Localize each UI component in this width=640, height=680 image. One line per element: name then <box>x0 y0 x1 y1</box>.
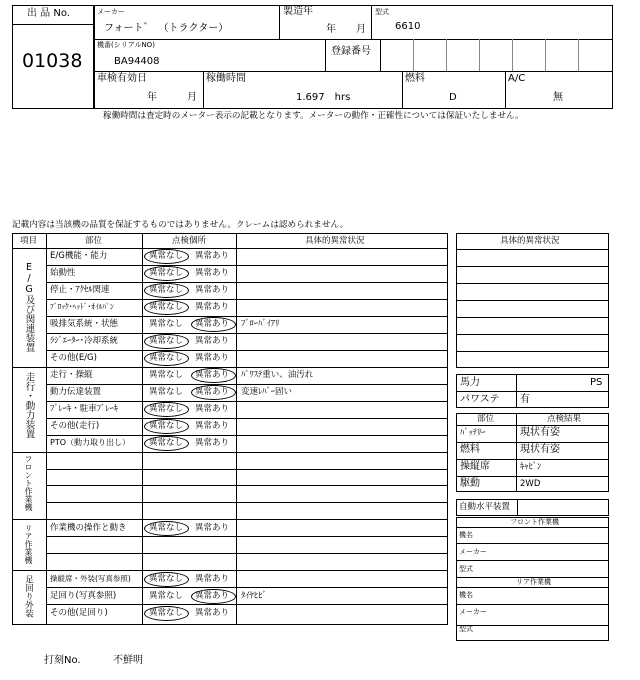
check-normal: 異常なし <box>149 404 184 414</box>
check-normal: 異常なし <box>149 336 184 346</box>
front-implement-header: フロント作業機 <box>510 518 559 526</box>
row-part: 操縦席・外装(写真参照) <box>50 574 131 583</box>
ac-label: A/C <box>508 73 526 84</box>
check-abnormal: 異常あり <box>195 574 230 584</box>
group-label-exterior: 足回り外装 <box>23 575 34 618</box>
maker-label: メーカー <box>97 8 125 16</box>
row-part: 始動性 <box>50 268 76 278</box>
row-part: その他(走行) <box>50 421 100 431</box>
lot-number: 01038 <box>22 50 83 72</box>
year-value: 年 月 <box>326 24 366 35</box>
row-part: 吸排気系統・状態 <box>50 319 119 329</box>
row-detail: ﾌﾞﾛｰﾊﾞｲｱﾘ <box>241 319 280 329</box>
row-part: 足回り(写真参照) <box>50 591 117 601</box>
selected-normal-oval <box>144 402 189 417</box>
selected-normal-oval <box>144 606 189 621</box>
check-normal: 異常なし <box>149 523 184 533</box>
front-model-label: 型式 <box>459 565 473 573</box>
selected-normal-oval <box>144 249 189 264</box>
check-abnormal: 異常あり <box>195 387 230 397</box>
check-abnormal: 異常あり <box>195 404 230 414</box>
check-abnormal: 異常あり <box>195 319 230 329</box>
row-detail: ﾀｲﾔﾋﾋﾞ <box>241 591 267 601</box>
selected-normal-oval <box>144 283 189 298</box>
check-normal: 異常なし <box>149 302 184 312</box>
check-normal: 異常なし <box>149 574 184 584</box>
result-part: 操縦席 <box>460 461 490 472</box>
check-normal: 異常なし <box>149 421 184 431</box>
horsepower-label: 馬力 <box>460 377 480 388</box>
rear-implement-header: リア作業機 <box>516 578 551 586</box>
ac-value: 無 <box>553 92 563 103</box>
result-part: 駆動 <box>460 478 480 489</box>
inspection-value: 年 月 <box>147 92 197 103</box>
maker-value: フォート゛ （トラクター） <box>104 23 229 34</box>
result-part: 燃料 <box>460 444 480 455</box>
registration-label: 登録番号 <box>331 46 371 57</box>
inspection-label: 車検有効日 <box>97 73 147 84</box>
row-part: PTO（動力取り出し） <box>50 438 131 447</box>
group-label-engine: E/G及び関連装置 <box>23 262 35 352</box>
hours-value: 1.697 hrs <box>296 92 351 103</box>
row-part: その他(E/G) <box>50 353 97 363</box>
row-part: その他(足回り) <box>50 608 108 618</box>
selected-abnormal-oval <box>191 317 236 332</box>
lot-label: 出 品 No. <box>27 8 70 19</box>
front-maker-label: メーカー <box>459 548 487 556</box>
row-detail: 変速ﾚﾊﾞｰ固い <box>241 387 293 397</box>
hours-label: 稼働時間 <box>206 73 246 84</box>
row-part: 作業機の操作と動き <box>50 523 127 533</box>
disclaimer: 記載内容は当該機の品質を保証するものではありません。クレームは認められません。 <box>12 220 349 230</box>
row-part: ﾌﾞﾛｯｸ･ﾍｯﾄﾞ･ｵｲﾙﾊﾟﾝ <box>50 302 114 311</box>
check-abnormal: 異常あり <box>195 251 230 261</box>
result-value: 現状有姿 <box>520 427 560 438</box>
selected-normal-oval <box>144 266 189 281</box>
check-normal: 異常なし <box>149 608 184 618</box>
check-abnormal: 異常あり <box>195 302 230 312</box>
selected-normal-oval <box>144 351 189 366</box>
result-part: ﾊﾞｯﾃﾘｰ <box>460 428 486 438</box>
selected-normal-oval <box>144 334 189 349</box>
check-abnormal: 異常あり <box>195 523 230 533</box>
check-abnormal: 異常あり <box>195 591 230 601</box>
check-normal: 異常なし <box>149 353 184 363</box>
fuel-label: 燃料 <box>405 73 425 84</box>
model-label: 型式 <box>375 8 389 16</box>
result-part-header: 部位 <box>477 414 495 424</box>
stamp-label: 打刻No. <box>44 655 81 666</box>
selected-abnormal-oval <box>191 368 236 383</box>
group-label-front: フロント作業機 <box>24 455 33 511</box>
check-normal: 異常なし <box>149 285 184 295</box>
rear-maker-label: メーカー <box>459 608 487 616</box>
check-normal: 異常なし <box>149 251 184 261</box>
power-steering-label: パワステ <box>460 394 500 405</box>
check-normal: 異常なし <box>149 370 184 380</box>
model-value: 6610 <box>395 21 421 32</box>
row-part: 停止・ｱｸｾﾙ関連 <box>50 285 110 295</box>
check-normal: 異常なし <box>149 387 184 397</box>
check-abnormal: 異常あり <box>195 268 230 278</box>
auto-level-label: 自動水平装置 <box>459 502 511 512</box>
auto-level-value-box <box>517 499 609 516</box>
col-item-header: 項目 <box>20 236 38 246</box>
check-abnormal: 異常あり <box>195 438 230 448</box>
result-header: 点検結果 <box>547 414 582 424</box>
group-label-rear: リア作業機 <box>24 524 33 564</box>
check-abnormal: 異常あり <box>195 370 230 380</box>
row-part: E/G機能・能力 <box>50 251 108 261</box>
serial-label: 機番(シリアルNO) <box>97 41 155 49</box>
horsepower-unit: PS <box>590 377 603 388</box>
result-value: 現状有姿 <box>520 444 560 455</box>
selected-normal-oval <box>144 521 189 536</box>
result-value: ｷｬﾋﾞﾝ <box>520 462 542 472</box>
col-check-header: 点検個所 <box>172 236 207 246</box>
selected-normal-oval <box>144 572 189 587</box>
row-part: 動力伝達装置 <box>50 387 102 397</box>
group-label-drive: 走行・動力装置 <box>23 372 35 439</box>
selected-normal-oval <box>144 436 189 451</box>
check-abnormal: 異常あり <box>195 608 230 618</box>
rear-model-label: 型式 <box>459 625 473 633</box>
check-normal: 異常なし <box>149 438 184 448</box>
selected-abnormal-oval <box>191 385 236 400</box>
result-value: 2WD <box>520 479 541 489</box>
serial-value: BA94408 <box>114 56 160 67</box>
power-steering-value: 有 <box>520 394 530 405</box>
hours-note: 稼働時間は査定時のメーター表示の記載となります。メーターの動作・正確性については保証いたしません。 <box>103 111 524 121</box>
check-normal: 異常なし <box>149 268 184 278</box>
check-abnormal: 異常あり <box>195 336 230 346</box>
selected-abnormal-oval <box>191 589 236 604</box>
col-part-header: 部位 <box>85 236 103 246</box>
col-detail-header: 具体的異常状況 <box>305 236 365 246</box>
right-detail-header: 具体的異常状況 <box>500 236 560 246</box>
row-part: ﾌﾞﾚｰｷ・駐車ﾌﾞﾚｰｷ <box>50 404 119 414</box>
rear-name-label: 機名 <box>459 591 473 599</box>
row-detail: ﾊﾟﾜｽﾃ重い、油汚れ <box>241 370 314 380</box>
year-label: 製造年 <box>283 6 313 17</box>
check-abnormal: 異常あり <box>195 285 230 295</box>
stamp-value: 不鮮明 <box>113 655 143 666</box>
row-part: ﾗｼﾞｴｰﾀｰ･冷却系統 <box>50 336 119 346</box>
selected-normal-oval <box>144 419 189 434</box>
front-name-label: 機名 <box>459 531 473 539</box>
check-normal: 異常なし <box>149 319 184 329</box>
check-normal: 異常なし <box>149 591 184 601</box>
check-abnormal: 異常あり <box>195 421 230 431</box>
check-abnormal: 異常あり <box>195 353 230 363</box>
row-part: 走行・操縦 <box>50 370 93 380</box>
selected-normal-oval <box>144 300 189 315</box>
fuel-value: D <box>449 92 457 103</box>
